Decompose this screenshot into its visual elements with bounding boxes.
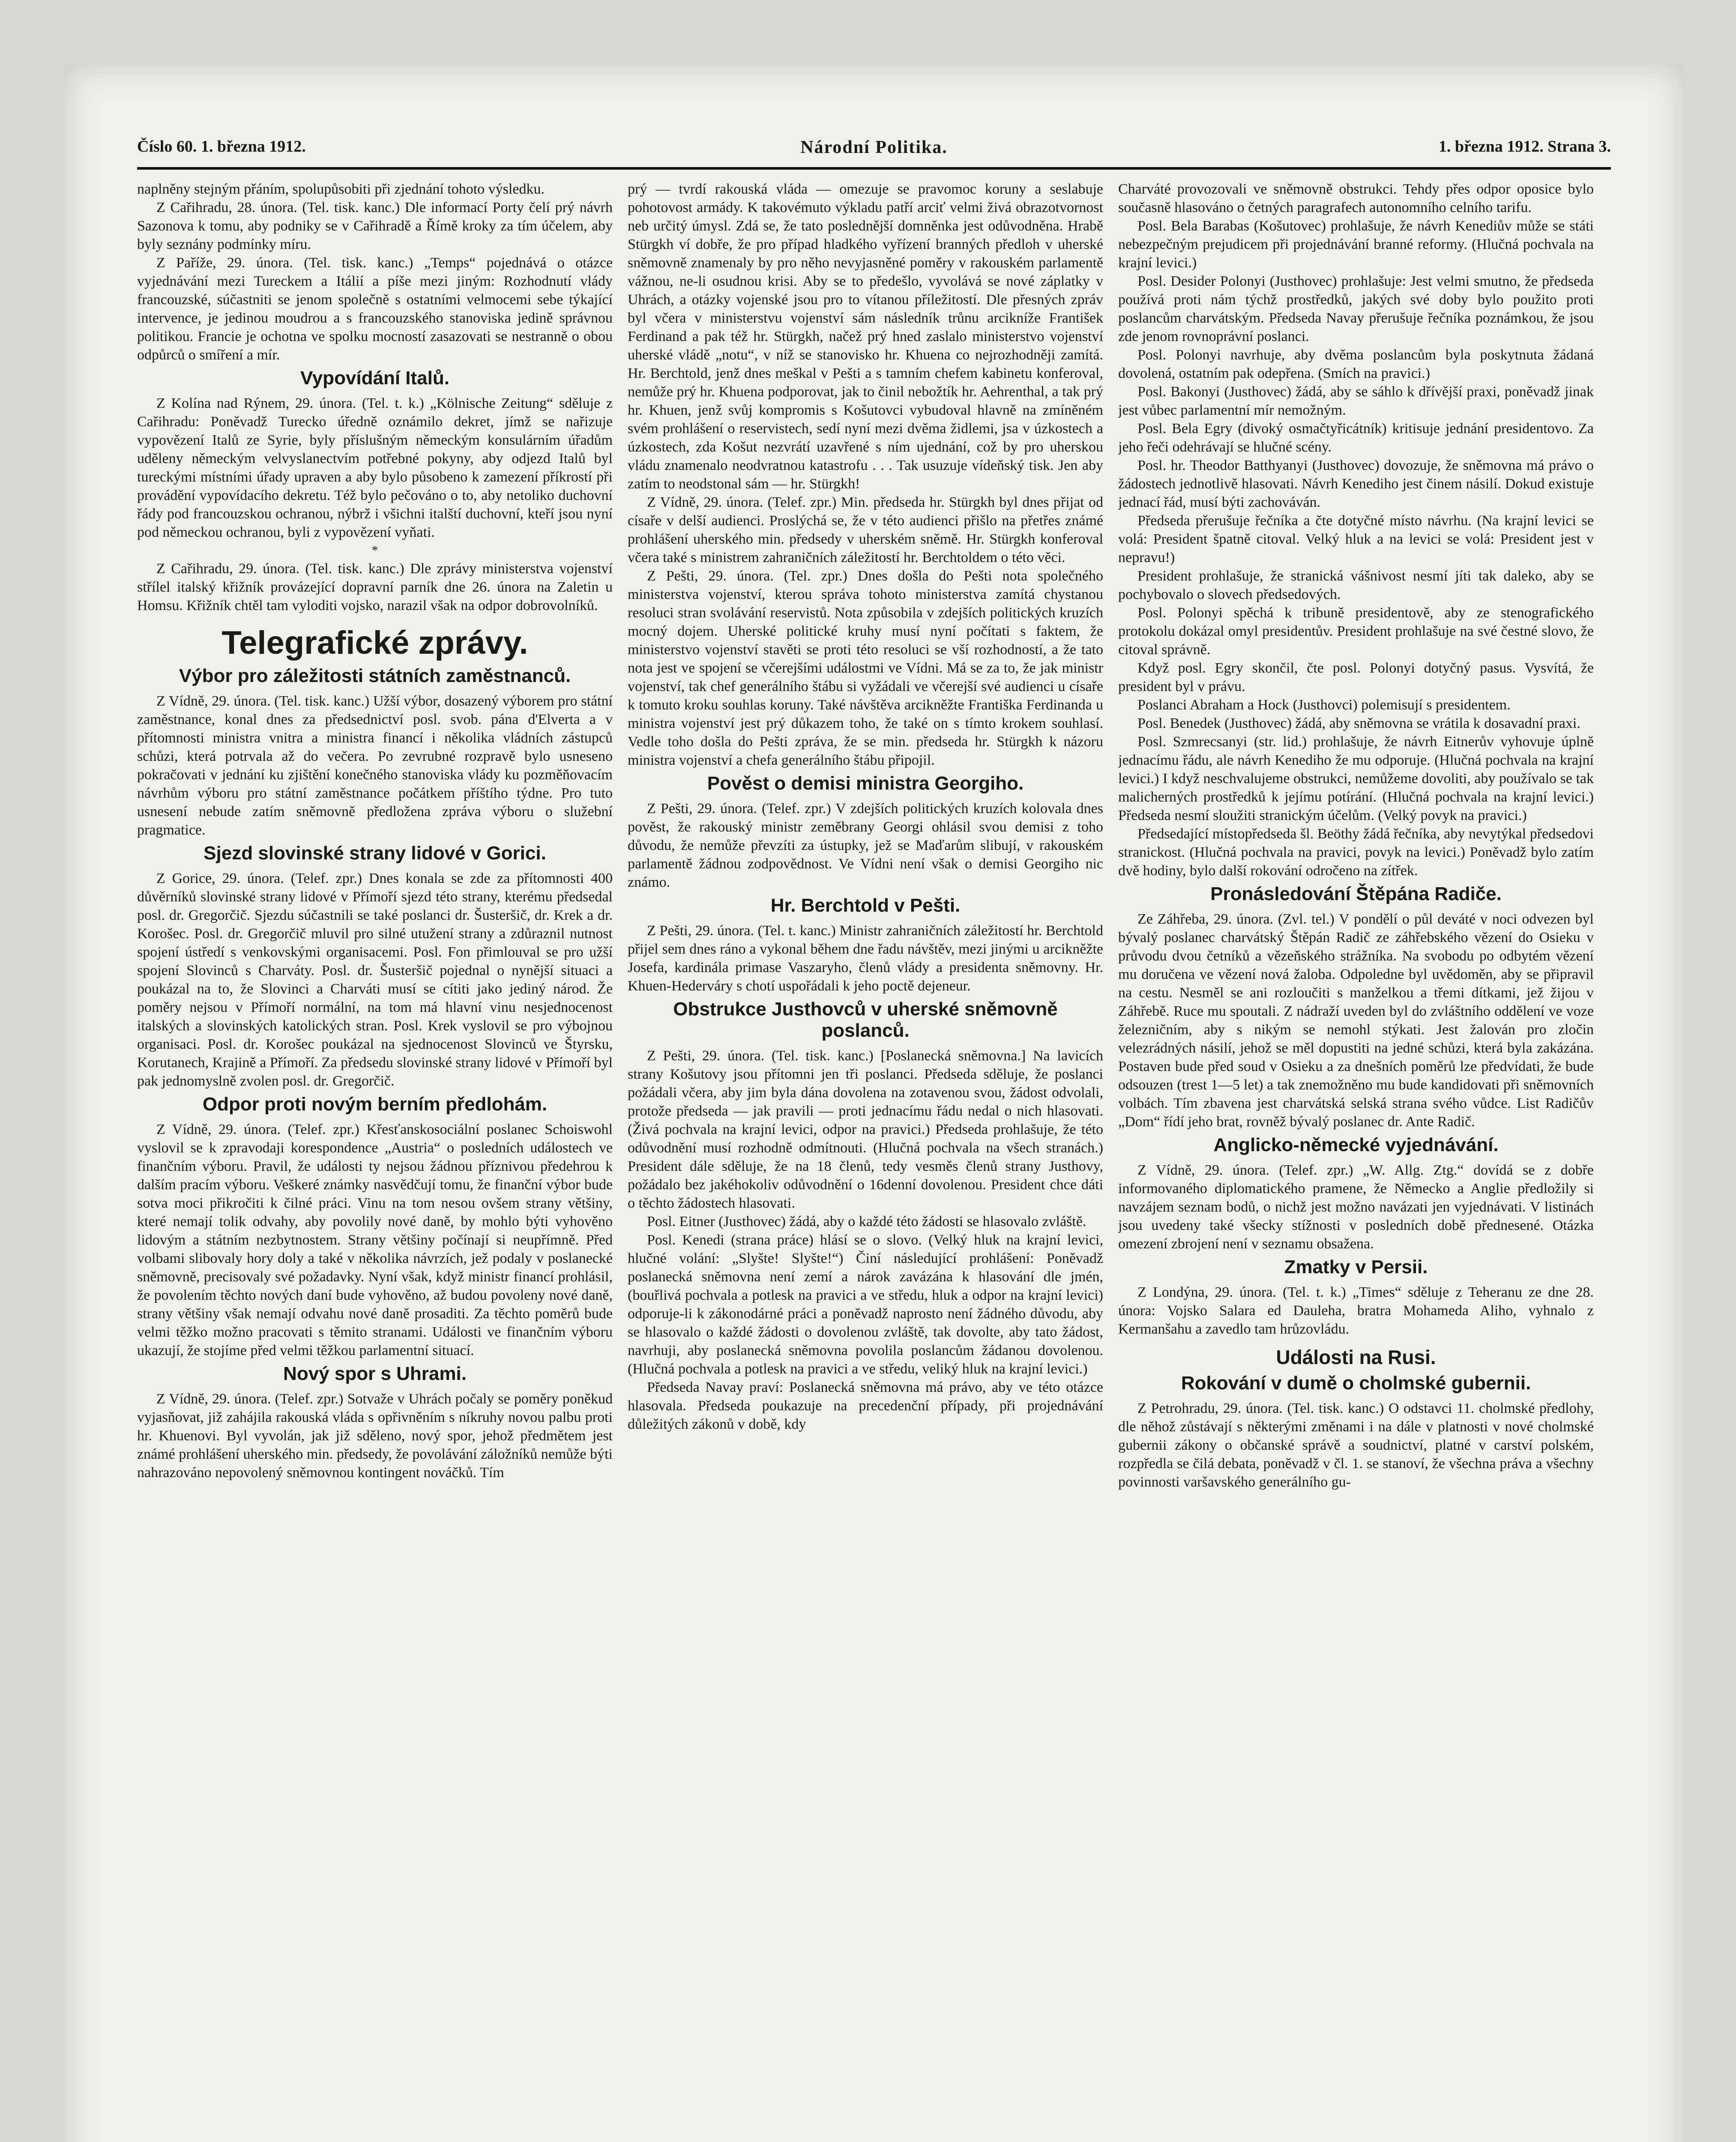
headline-georgi: Pověst o demisi ministra Georgiho.: [707, 773, 1024, 794]
paragraph: Z Pešti, 29. února. (Telef. zpr.) V zdejších politických kruzích kolovala dnes pověst, že rakouský ministr zeměbrany Georgi ohlásil svou demisi z toho důvodu, že nemůže převzíti za ústupky, jež se Maďarům slibují, v rakouském parlamentě žádnou zodpovědnost. Ve Vídni není však o demisi Georgiho nic známo.: [628, 801, 1103, 890]
paragraph: Z Londýna, 29. února. (Tel. t. k.) „Times“ sděluje z Teheranu ze dne 28. února: Vojsko Salara ed Dauleha, bratra Mohameda Aliho, vyhnalo z Kermanšahu a zavedlo tam hrůzovládu.: [1118, 1284, 1594, 1337]
newspaper-page: [64, 64, 1684, 2142]
headline-congress: Sjezd slovinské strany lidové v Gorici.: [204, 843, 546, 864]
paragraph: Poslanci Abraham a Hock (Justhovci) polemisují s presidentem.: [1137, 697, 1511, 713]
date-and-page: 1. března 1912. Strana 3.: [1438, 138, 1611, 156]
paragraph: Posl. hr. Theodor Batthyanyi (Justhovec) dovozuje, že sněmovna má právo o žádostech jednotlivě hlasovati. Návrh Kenediho jest činem násilí. Dokud existuje jednací řád, musí býti zachováván.: [1118, 458, 1594, 510]
paragraph: Posl. Polonyi navrhuje, aby dvěma poslancům byla poskytnuta žádaná dovolená, ostatním pak odepřena. (Smích na pravici.): [1118, 347, 1594, 381]
header-rule: [137, 167, 1611, 170]
paragraph: Z Vídně, 29. února. (Telef. zpr.) Min. předseda hr. Stürgkh byl dnes přijat od císaře v delší audienci. Proslýchá se, že v této audienci přišlo na přetřes známé prohlášení uherského min. předsedy v uherském sněmě. Hr. Stürgkh konferoval včera také s ministrem zahraničních záležitostí hr. Berchtoldem o této věci.: [628, 494, 1103, 565]
paragraph: prý — tvrdí rakouská vláda — omezuje se pravomoc koruny a seslabuje pohotovost armády. K takovémuto výkladu patří arciť velmi živá obrazotvornost neb určitý úmysl. Zdá se, že tato poslednější domněnka jest odůvodněna. Hrabě Stürgkh ví dobře, že pro případ hladkého vyřízení branných předloh v uherské sněmovně znamenaly by pro něho nevyjasněné poměry v rakouském parlamentě vážnou, ne-li osudnou krisi. Aby se to předešlo, vyvolává se nové záplatky v Uhrách, a otázky vojenské jsou pro to vítanou příležitostí. Dle přesných zpráv byl včera v ministerstvu vojenství sám následník trůnu arcikníže František Ferdinand a pak též hr. Stürgkh, načež prý hned zaslalo ministerstvo vojenství uherské vládě „notu“, v níž se stanovisko hr. Khuena co nejrozhodněji zamítá. Hr. Berchtold, jenž dnes meškal v Pešti a s tamním chefem kabinetu konferoval, nemůže prý hr. Khuena podporovat, jak to činil nebožtík hr. Aehrenthal, a tak prý hr. Khuen, jenž svůj kompromis s Košutovci vybudoval hlavně na zmíněném svém prohlášení o reservistech, sedí nyní mezi dvěma židlemi, jsa v úzkostech a úzkostech, zda Košut nezvrátí uzavřené s ním ujednání, což by pro uherskou vládu znamenalo neodvratnou katastrofu . . . Tak usuzuje vídeňský tisk. Jen aby zatím to neodstonal sám — hr. Stürgkh!: [628, 181, 1103, 492]
paragraph: Charváté provozovali ve sněmovně obstrukci. Tehdy přes odpor oposice bylo současně hlasováno o četných paragrafech autonomního celního tarifu.: [1118, 181, 1594, 215]
paragraph: Posl. Bakonyi (Justhovec) žádá, aby se sáhlo k dřívější praxi, poněvadž jinak jest vůbec parlamentní mír nemožným.: [1118, 384, 1594, 418]
paragraph: Posl. Bela Egry (divoký osmačtyřicátník) kritisuje jednání presidentovo. Za jeho řeči odehrávají se hlučné scény.: [1118, 421, 1594, 455]
section-title-telegrams: Telegrafické zprávy.: [221, 625, 528, 661]
paragraph: Z Paříže, 29. února. (Tel. tisk. kanc.) „Temps“ pojednává o otázce vyjednávání mezi Tureckem a Itálií a píše mezi jiným: Rozhodnutí vlády francouzské, súčastniti se jenom společně s ostatními velmocemi sebe týkající intervence, je jedinou moudrou a s francouzského stanoviska jedině správnou politikou. Francie je ochotna ve spolku mocností zasazovati se nestranně o obou odpůrců o smíření a mír.: [137, 255, 613, 363]
paragraph: Z Cařihradu, 28. února. (Tel. tisk. kanc.) Dle informací Porty čelí prý návrh Sazonova k tomu, aby podniky se v Cařihradě a Římě kroky za tím účelem, aby byly seznány podmínky míru.: [137, 200, 613, 252]
columns: [137, 180, 1611, 2142]
paragraph: Z Vídně, 29. února. (Tel. tisk. kanc.) Užší výbor, dosazený výborem pro státní zaměstnance, konal dnes za předsednictví posl. svob. pána d'Elverta a v přítomnosti ministra vnitra a ministra financí i několika vládních zástupců schůzi, která potrvala až do večera. Po zevrubné rozpravě bylo usneseno pokračovati v jednání ku zjištění konečného stanoviska vlády ku pozměňovacím návrhům výboru pro státní zaměstnance počátkem příštího týdne. Pro tuto usnesení nebude zatím sněmovně předložena zpráva výboru o služební pragmatice.: [137, 693, 613, 838]
paragraph: Z Vídně, 29. února. (Telef. zpr.) Křesťanskosociální poslanec Schoiswohl vyslovil se k zpravodaji korespondence „Austria“ o posledních událostech ve finančním výboru. Pravil, že události ty nejsou žádnou příznivou předehrou k dalším pracím výboru. Veškeré známky nasvědčují tomu, že finanční výbor bude sotva moci přikročiti k čilné práci. Vinu na tom nesou ovšem strany většiny, které nemají tolik odvahy, aby povolily nové daně, by mohlo býti vyhověno lidovým a státním nezbytnostem. Strany většiny počínají si neupřímně. Před volbami slibovaly hory doly a také v několika návrzích, jež podaly v poslanecké sněmovně, precisovaly své požadavky. Nyní však, když ministr financí prohlásil, že povolením těchto nových daní bude vyhověno, až budou povoleny nové daně, strany většiny však nemají odvahu nové daně prosaditi. Za těchto poměrů bude velmi těžko možno pracovati s těmito stranami. Události ve finančním výboru ukazují, že stojíme před velmi těžkou parlamentní situací.: [137, 1122, 613, 1358]
page-header: [137, 137, 1611, 163]
headline-russia: Události na Rusi.: [1276, 1346, 1436, 1368]
paragraph: Posl. Bela Barabas (Košutovec) prohlašuje, že návrh Kenediův může se státi nebezpečným prejudicem při projednávání branné reformy. (Hlučná pochvala na krajní levici.): [1118, 218, 1594, 271]
issue-number: Číslo 60. 1. března 1912.: [137, 138, 306, 156]
paragraph: Posl. Desider Polonyi (Justhovec) prohlašuje: Jest velmi smutno, že předseda používá proti nám týchž prostředků, jakých své doby bylo použito proti poslancům charvátským. Předseda Navay přerušuje řečníka poznámkou, že jsou zde jenom rovnoprávní poslanci.: [1118, 273, 1594, 344]
paragraph: Z Pešti, 29. února. (Tel. zpr.) Dnes došla do Pešti nota společného ministerstva vojenství, kterou správa tohoto ministerstva zamítá chystanou resoluci stran svolávání reservistů. Nota způsobila v zdejších politických kruzích mocný dojem. Uherské politické kruhy musí nyní počítati s faktem, že ministerstvo vojenství stavěti se proti této resoluci se vší rozhodností, a že tato nota jest ve spojení se včerejšími událostmi ve Vídni. Má se za to, že jak ministr vojenství, tak chef generálního štábu si vyžádali ve včerejší své audienci u císaře k tomuto kroku souhlas koruny. Také návštěva arcikněžte Františka Ferdinanda u ministra vojenství jest prý důkazem toho, že také on s tímto krokem souhlasí. Vedle toho došla do Pešti zpráva, že se min. předseda hr. Stürgkh k názoru ministra vojenství a chefa generálního štábu připojil.: [628, 568, 1103, 768]
paragraph: Z Gorice, 29. února. (Telef. zpr.) Dnes konala se zde za přítomnosti 400 důvěrníků slovinské strany lidové v Přímoří sjezd této strany, kterému předsedal posl. dr. Gregorčič. Sjezdu súčastnili se také poslanci dr. Šusteršič, dr. Krek a dr. Korošec. Posl. dr. Gregorčič mluvil pro silné utužení strany a zdůraznil nutnost spojení ústředí s venkovskými organisacemi. Posl. Fon přimlouval se pro užší spojení Slovinců s Charváty. Posl. dr. Šusteršič pojednal o nynější situaci a poukázal na to, že Slovinci a Charváti musí se cítiti jako jediný národ. Že poměry nejsou v Přímoří normální, na tom má hlavní vinu nesjednocenost italských a slovinských katolických stran. Posl. Krek vyslovil se pro výbojnou organisaci. Posl. dr. Korošec poukázal na sjednocenost Slovinců ve Štyrsku, Korutanech, Krajině a Přímoří. Za předsedu slovinské strany lidové v Přímoří byl pak jednomyslně zvolen posl. dr. Gregorčič.: [137, 871, 613, 1089]
paragraph: Z Pešti, 29. února. (Tel. t. kanc.) Ministr zahraničních záležitostí hr. Berchtold přijel sem dnes ráno a vykonal během dne řadu návštěv, mezi jinými u arcikněžte Josefa, kardinála primase Vaszaryho, členů vlády a presidenta sněmovny. Hr. Khuen-Hederváry s chotí uspořádali k jeho poctě dejeneur.: [628, 923, 1103, 994]
paragraph: Když posl. Egry skončil, čte posl. Polonyi dotyčný pasus. Vysvítá, že president byl v právu.: [1118, 660, 1594, 694]
paragraph: Posl. Szmrecsanyi (str. lid.) prohlašuje, že návrh Eitnerův vyhovuje úplně jednacímu řádu, ale návrh Kenediho že mu odporuje. (Hlučná pochvala na krajní levici.) I když neschvalujeme obstrukci, nemůžeme dovoliti, aby používalo se tak malicherných prostředků k jejímu potírání. (Hlučná pochvala na krajní levici.) Předseda nesmí sloužiti stranickým účelům. (Velký povyk na pravici.): [1118, 734, 1594, 823]
column-1: [137, 180, 613, 2142]
paragraph: Z Kolína nad Rýnem, 29. února. (Tel. t. k.) „Kölnische Zeitung“ sděluje z Cařihradu: Poněvadž Turecko úředně oznámilo dekret, jímž se nařizuje vypovězení Italů ze Syrie, byly příslušným německým konsulárním úřadům uděleny německým velvyslanectvím potřebné pokyny, aby odjezd Italů byl tureckými místními úřady upraven a aby bylo působeno k zamezení příkrostí při provádění vypovídacího dekretu. Též bylo pečováno o to, aby netoliko duchovní řády pod francouzskou ochranou, nýbrž i všichni italští duchovní, kteří jsou nyní pod německou ochranou, byli z vypovězení vyňati.: [137, 395, 613, 540]
paragraph: Předsedající místopředseda šl. Beöthy žádá řečníka, aby nevytýkal předsedovi stranickost. (Hlučná pochvala na pravici, povyk na levici.) Poněvadž bylo zatím dvě hodiny, bylo další rokování odročeno na zítřek.: [1118, 826, 1594, 879]
newspaper-title: Národní Politika.: [800, 138, 948, 157]
headline-committee: Výbor pro záležitosti státních zaměstnanců.: [179, 665, 571, 686]
headline-anglo-german: Anglicko-německé vyjednávání.: [1213, 1134, 1499, 1155]
headline-taxes: Odpor proti novým berním předlohám.: [202, 1094, 548, 1115]
paragraph: Posl. Eitner (Justhovec) žádá, aby o každé této žádosti se hlasovalo zvláště.: [647, 1214, 1086, 1230]
paragraph: Posl. Polonyi spěchá k tribuně presidentově, aby ze stenografického protokolu dokázal omyl presidentův. President prohlašuje na své čestné slovo, že citoval správně.: [1118, 605, 1594, 658]
paragraph: Posl. Benedek (Justhovec) žádá, aby sněmovna se vrátila k dosavadní praxi.: [1137, 715, 1580, 731]
paragraph: Z Petrohradu, 29. února. (Tel. tisk. kanc.) O odstavci 11. cholmské předlohy, dle něhož zůstávají s některými změnami i na dále v platnosti v nové cholmské gubernii zákony o občanské správě a soudnictví, platné v carství polském, rozpředla se čilá debata, poněvadž v čl. 1. se stanoví, že všechna práva a všechny povinnosti varšavského generálního gu-: [1118, 1400, 1594, 1490]
paragraph: Předseda Navay praví: Poslanecká sněmovna má právo, aby ve této otázce hlasovala. Předseda poukazuje na precedenční případy, při projednávání důležitých zákonů v době, kdy: [628, 1379, 1103, 1432]
paragraph: Posl. Kenedi (strana práce) hlásí se o slovo. (Velký hluk na krajní levici, hlučné volání: „Slyšte! Slyšte!“) Činí následující prohlášení: Poněvadž poslanecká sněmovna není zemí a nárok zavázána k hlasování dle jmén, (bouřlivá pochvala a potlesk na pravici a ve středu, hluk a odpor na krajní levici) odporuje-li k zákonodárné práci a poněvadž naprosto není žádného důvodu, aby se hlasovalo o každé žádosti o dovolenou zvláště, tak dovolte, aby tato žádost, navrhuji, aby poslanecká sněmovna povolila poslancům žádanou dovolenou. (Hlučná pochvala a potlesk na pravici a ve středu, veliký hluk na krajní levici.): [628, 1232, 1103, 1377]
paragraph: Z Cařihradu, 29. února. (Tel. tisk. kanc.) Dle zprávy ministerstva vojenství střílel italský křižník provázející dopravní parník dne 26. února na Zaletin u Homsu. Křižník chtěl tam vyloditi vojsko, narazil však na odpor dobrovolníků.: [137, 561, 613, 613]
paragraph: naplněny stejným přáním, spolupůsobiti při zjednání tohoto výsledku.: [137, 181, 545, 197]
paragraph: Z Pešti, 29. února. (Tel. tisk. kanc.) [Poslanecká sněmovna.] Na lavicích strany Košutovy jsou přítomni jen tři poslanci. Předseda sděluje, že poslanci požádali včera, aby jim byla dána dovolena na zotavenou svou, žádost odvolali, protože předseda — jak pravili — proti jednacímu řádu nedal o nich hlasovati. (Živá pochvala na krajní levici, odpor na pravici.) Předseda prohlašuje, že této odůvodnění musí rozhodně odmítnouti. (Hlučná pochvala na všech stranách.) President dále sděluje, že na 18 členů, tedy vesměs členů strany Justhovy, požádalo bez jakéhokoliv odůvodnění o 16denní dovolenou. President chce dáti o těchto žádostech hlasovati.: [628, 1048, 1103, 1211]
column-2: [628, 180, 1103, 2142]
column-3: [1118, 180, 1594, 2142]
headline-obstruction: Obstrukce Justhovců v uherské sněmovně poslanců.: [673, 999, 1058, 1041]
paragraph: Z Vídně, 29. února. (Telef. zpr.) Sotvaže v Uhrách počaly se poměry poněkud vyjasňovat, již zahájila rakouská vláda s opřivněním s níkruhy novou palbu proti hr. Khuenovi. Byl vyvolán, jak již sděleno, nový spor, jehož předmětem jest známé prohlášení uherského min. předsedy, že povolávání záložníků nemůže býti nahrazováno nepovolený sněmovnou kontingent nováčků. Tím: [137, 1391, 613, 1481]
headline-berchtold: Hr. Berchtold v Pešti.: [770, 895, 961, 916]
headline-italians: Vypovídání Italů.: [300, 368, 449, 389]
paragraph: Předseda přerušuje řečníka a čte dotyčné místo návrhu. (Na krajní levici se volá: President špatně citoval. Velký hluk a na levici se volá: President jest v nepravu!): [1118, 513, 1594, 565]
headline-hungary: Nový spor s Uhrami.: [283, 1363, 467, 1384]
paragraph: Z Vídně, 29. února. (Telef. zpr.) „W. Allg. Ztg.“ dovídá se z dobře informovaného diplomatického pramene, že Německo a Anglie předložily si navzájem seznam bodů, o nichž jest možno navázati jen vyjednávati. V listinách jsou uvedeny také všecky stížnosti v posledních době přednesené. Otázka omezení zbrojení není v seznamu obsažena.: [1118, 1162, 1594, 1252]
separator: *: [371, 543, 378, 557]
headline-radic: Pronásledování Štěpána Radiče.: [1210, 883, 1502, 904]
paragraph: Ze Záhřeba, 29. února. (Zvl. tel.) V pondělí o půl deváté v noci odvezen byl bývalý poslanec charvátský Štěpán Radič ze záhřebského vězení do Osieku v průvodu dvou četníků a vězeňského strážníka. Na svobodu po odbytém vězení mu doručena ve vězení nová žaloba. Odpoledne byl uvědoměn, aby se připravil na cestu. Nesměl se ani rozloučiti s manželkou a třemi dítkami, jež žijou v Záhřebě. Ruce mu spoutali. Z nádraží uveden byl do zvláštního oddělení ve voze železničním, aby s nikým se nemohl stýkati. Jest žalován pro zločin velezrádných násilí, jehož se měl dopustiti na jedné schůzi, která byla zakázána. Postaven bude před soud v Osieku a za dnešních poměrů lze předvídati, že bude odsouzen (trest 1—5 let) a tak znemožněno mu bude kandidovati při sněmovních volbách. Tím zbavena jest charvátská selská strana svého vůdce. List Radičův „Dom“ řídí jeho brat, rovněž bývalý poslanec dr. Ante Radič.: [1118, 911, 1594, 1130]
paragraph: President prohlašuje, že stranická vášnivost nesmí jíti tak daleko, aby se pochybovalo o slovech předsedových.: [1118, 568, 1594, 602]
headline-persia: Zmatky v Persii.: [1284, 1256, 1428, 1277]
headline-kholm: Rokování v dumě o cholmské gubernii.: [1181, 1373, 1531, 1394]
